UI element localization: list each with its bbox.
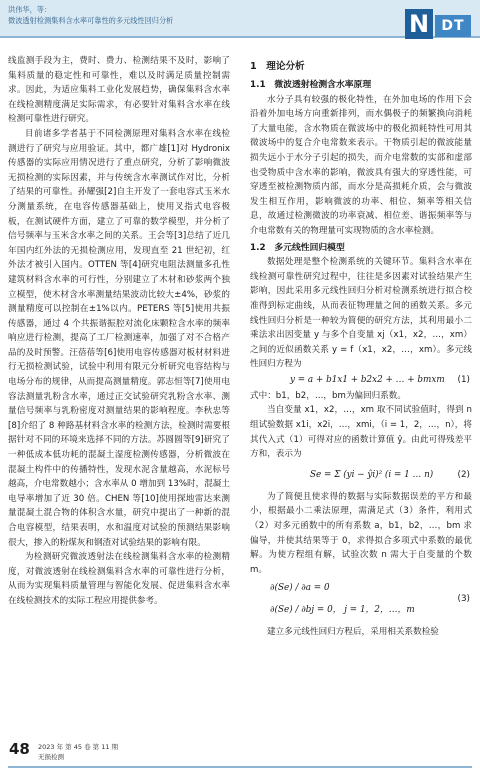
running-head-title: 微波透射检测集料含水率可靠性的多元线性回归分析 [8, 15, 174, 25]
logo-n: N [405, 9, 433, 39]
equation-3-line-2: ∂(Se) / ∂bj = 0， j = 1，2，…，m [270, 605, 415, 616]
equation-1-number: (1) [457, 374, 470, 385]
left-paragraph-3: 为检测研究微波透射法在线检测集料含水率的检测精度，对微波透射在线检测集料含水率的可靠性进行分析，从而为实现集料质量管理与智能化发展、促进集料含水率在线检测技术的实际工程应用提供参考。 [8, 552, 230, 606]
equation-1-note: 式中：b1，b2，…，bm为偏回归系数。 [250, 390, 406, 401]
equation-1-expression: y = a + b1x1 + b2x2 + … + bmxm [290, 374, 445, 385]
running-head-authors: 洪伟华，等： [8, 5, 52, 14]
left-paragraph-1: 线监测手段为主，费时、费力、检测结果不及时，影响了集料质量的稳定性和可靠性，难以及时满足质量控制需求。因此，为适应集料工业化发展趋势，确保集料含水率在线检测精度满足实际需求，有必要针对集料含水率在线检测可靠性进行研究。 [8, 56, 230, 125]
section-heading-1: 1 理论分析 [250, 61, 305, 72]
right-column [250, 54, 472, 640]
left-paragraph-2: 目前诸多学者基于不同检测原理对集料含水率在线检测进行了研究与应用验证。其中，都广雄[1]对 Hydronix 传感器的实际应用情况进行了重点研究，分析了影响微波无损检测的实际因素，并与传统含水率测试作对比，分析了结果的可靠性。孙耀强[2]自主开发了一套电容式玉米水分测量系统，在电容传感器基础上，使用叉指式电容极板，在测试硬件方面，建立了可靠的数学模型，并分析了信号频率与玉米含水率之间的关系。王会等[3]总结了近几年国内红外法的无损检测应用，发现直至 21 世纪初，红外法才被引入国内。OTTEN 等[4]研究电阻法测量多孔性建筑材料含水率的可行性，分别建立了木材和砂浆两个独立模型，使木材含水率测量结果波动比较大±4%，砂浆的测量精度可以控制在±1%以内。PETERS 等[5]使用共振传感器，通过 4 个共振谐振腔对流化床颗粒含水率的频率响应进行检测，提高了工厂检测速率，加强了对不合格产品的及时预警。汪蓓蓓等[6]使用电容传感器对板材材料进行无损检测试验，试验中利用有限元分析研究电容结构与电场分布的规律，从而提高测量精度。郭志恒等[7]使用电容法测量乳粉含水率，通过正交试验研究乳粉含水率、测量信号频率与乳粉密度对测量结果的影响程度。李秋忠等[8]介绍了 8 种路基材料含水率的检测方法，检测时需要根据针对不同的环境来选择不同的方法。苏圆圆等[9]研究了一种低成本低功耗的混凝土湿度检测传感器，分析微波在混凝土构件中的传播特性，发现水泥含量越高，水泥标号越高，介电常数越小；含水率从 0 增加到 13%时，混凝土电导率增加了近 30 倍。CHEN 等[10]使用探地雷达来测量混凝土混合物的体积含水量，研究中提出了一种新的混合电容模型，结果表明，水和温度对试验的预测结果影响很大，掺入的粉煤灰和钢渣对试验结果的影响有限。 [8, 128, 230, 548]
equation-2 [250, 462, 472, 490]
equation-3-system [270, 577, 415, 621]
journal-logo [405, 9, 471, 39]
equation-3 [250, 577, 472, 625]
left-column [8, 54, 230, 609]
paragraph-1-1: 水分子具有较强的极化特性，在外加电场的作用下会沿着外加电场方向重新排列，而水偶极子的频繁换向消耗了大量电能，含水物质在微波场中的极化损耗特性可用其微波场中的复合介电常数来表示。干物质引起的微波能量损失远小于水分子引起的损失，而介电常数的实部和虚部也受物质中含水率的影响，微波具有强大的穿透性能，可穿透至被检测物质内部，而水分是高损耗介质，会与微波发生相互作用，影响微波的功率、相位、频率等相关信息，故通过检测微波的功率衰减、相位差、谐振频率等与介电常数有关的物理量可实现物质的含水率检测。 [250, 94, 472, 236]
equation-2-expression: Se = Σ (yi − ŷi)² (i = 1 … n) [310, 469, 434, 480]
paragraph-1-4: 为了简便且使求得的数据与实际数据误差的平方和最小，根据最小二乘法原理，需满足式（3）条件，利用式（2）对多元函数中的所有系数 a，b1，b2，…，bm 求偏导，并使其结果等于 0，求得拟合多项式中系数的最优解。为使方程组有解，试验次数 n 需大于自变量的个数 m。 [250, 491, 472, 575]
equation-3-line-1: ∂(Se) / ∂a = 0 [270, 583, 330, 594]
paragraph-1-5: 建立多元线性回归方程后，采用相关系数检验 [267, 627, 439, 638]
subsection-heading-1-1: 1.1 微波透射检测含水率原理 [250, 80, 372, 90]
subsection-heading-1-2: 1.2 多元线性回归模型 [250, 242, 345, 253]
footer-issue: 2023 年 第 45 卷 第 11 期 [38, 743, 119, 751]
paragraph-1-3: 当自变量 x1，x2，…，xm 取不同试验值时，得到 n 组试验数据 x1i，x2i，…，xmi，（i = 1，2，…，n），将其代入式（1）可得对应的函数计算值 ŷ。由此可得残差平方和，表示为 [250, 405, 472, 460]
page-header [0, 0, 480, 48]
footer-journal: 无损检测 [38, 753, 64, 761]
footer-info [38, 742, 118, 762]
running-head [8, 5, 173, 26]
paragraph-1-2: 数据处理是整个检测系统的关键环节。集料含水率在线检测可靠性研究过程中，往往是多因素对试验结果产生影响，因此采用多元线性回归分析对检测系统进行拟合校准得到标定曲线，从而表征物理量之间的函数关系。多元线性回归分析是一种较为简便的研究方法，其利用最小二乘法求出因变量 y 与多个自变量 xj（x1，x2，…，xm）之间的近似函数关系 y = f（x1，x2，…，xm）。多元线性回归方程为 [250, 257, 472, 370]
equation-3-number: (3) [457, 594, 470, 605]
equation-2-number: (2) [457, 469, 470, 480]
logo-dt: DT [435, 15, 471, 37]
page-number: 48 [9, 740, 30, 758]
equation-1 [250, 372, 472, 389]
footer-rule [8, 766, 472, 768]
